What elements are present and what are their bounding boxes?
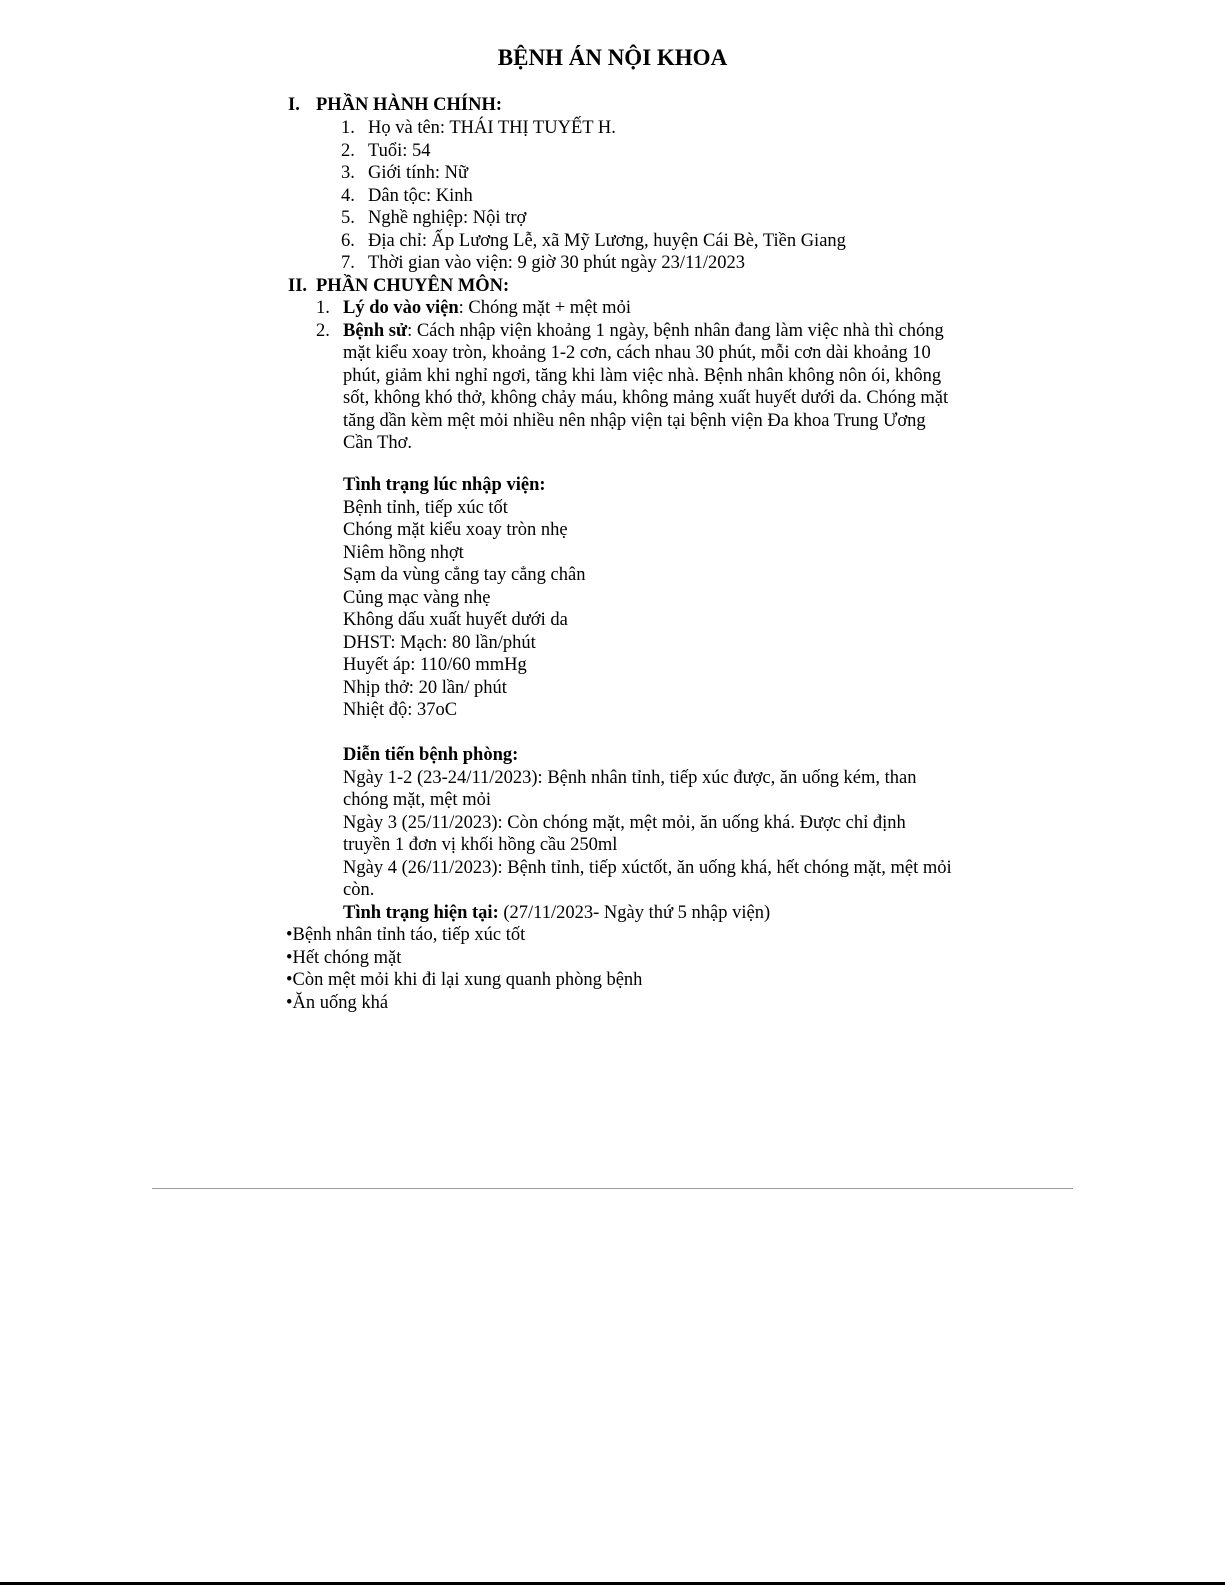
section-clinical-heading: II. PHẦN CHUYÊN MÔN: [288, 276, 510, 296]
info-item-address: 6. Địa chỉ: Ấp Lương Lễ, xã Mỹ Lương, huyện Cái Bè, Tiền Giang [341, 231, 846, 251]
reason-for-admission: 1. Lý do vào viện: Chóng mặt + mệt mỏi [316, 298, 631, 318]
current-bullet: •Hết chóng mặt [286, 948, 402, 968]
vitals-respiratory-rate: Nhịp thở: 20 lần/ phút [343, 678, 507, 698]
page-divider [152, 1188, 1073, 1189]
info-item-gender: 3. Giới tính: Nữ [341, 163, 468, 183]
vitals-temperature: Nhiệt độ: 37oC [343, 700, 458, 720]
progress-entry-day-1-2: Ngày 1-2 (23-24/11/2023): Bệnh nhân tỉnh, tiếp xúc được, ăn uống kém, than chóng mặt, mệt mỏi [343, 768, 917, 811]
admission-line: Củng mạc vàng nhẹ [343, 588, 491, 608]
info-item-occupation: 5. Nghề nghiệp: Nội trợ [341, 208, 527, 228]
vitals-pulse: DHST: Mạch: 80 lần/phút [343, 633, 536, 653]
info-item-name: 1. Họ và tên: THÁI THỊ TUYẾT H. [341, 118, 616, 138]
info-item-age: 2. Tuổi: 54 [341, 141, 431, 161]
medical-history: Bệnh sử: Cách nhập viện khoảng 1 ngày, bệnh nhân đang làm việc nhà thì chóng mặt kiểu xoay tròn, khoảng 1-2 cơn, cách nhau 30 phút, mỗi cơn dài khoảng 10 phút, giảm khi nghỉ ngơi, tăng khi làm việc nhà. Bệnh nhân không nôn ói, không sốt, không khó thở, không chảy máu, không mảng xuất huyết dưới da. Chóng mặt tăng dần kèm mệt mỏi nhiều nên nhập viện tại bệnh viện Đa khoa Trung Ương Cần Thơ. [343, 321, 949, 454]
admission-line: Chóng mặt kiểu xoay tròn nhẹ [343, 520, 568, 540]
progress-entry-day-4: Ngày 4 (26/11/2023): Bệnh tỉnh, tiếp xúctốt, ăn uống khá, hết chóng mặt, mệt mỏi còn. [343, 858, 952, 901]
current-status: Tình trạng hiện tại: (27/11/2023- Ngày thứ 5 nhập viện) [343, 903, 771, 923]
admission-status-heading: Tình trạng lúc nhập viện: [343, 475, 546, 495]
vitals-blood-pressure: Huyết áp: 110/60 mmHg [343, 655, 527, 675]
admission-line: Niêm hồng nhợt [343, 543, 464, 563]
info-item-ethnicity: 4. Dân tộc: Kinh [341, 186, 473, 206]
current-bullet: •Ăn uống khá [286, 993, 389, 1013]
info-item-admission-time: 7. Thời gian vào viện: 9 giờ 30 phút ngày 23/11/2023 [341, 253, 746, 273]
history-number: 2. [316, 321, 330, 341]
admission-line: Bệnh tỉnh, tiếp xúc tốt [343, 498, 508, 518]
progress-heading: Diễn tiến bệnh phòng: [343, 745, 519, 765]
section-administrative-heading: I. PHẦN HÀNH CHÍNH: [288, 95, 503, 115]
progress-entry-day-3: Ngày 3 (25/11/2023): Còn chóng mặt, mệt mỏi, ăn uống khá. Được chỉ định truyền 1 đơn vị khối hồng cầu 250ml [343, 813, 906, 856]
current-bullet: •Bệnh nhân tỉnh táo, tiếp xúc tốt [286, 925, 526, 945]
page-title: BỆNH ÁN NỘI KHOA [497, 45, 728, 70]
admission-line: Sạm da vùng cẳng tay cẳng chân [343, 565, 586, 585]
current-bullet: •Còn mệt mỏi khi đi lại xung quanh phòng bệnh [286, 970, 643, 990]
admission-line: Không dấu xuất huyết dưới da [343, 610, 568, 630]
